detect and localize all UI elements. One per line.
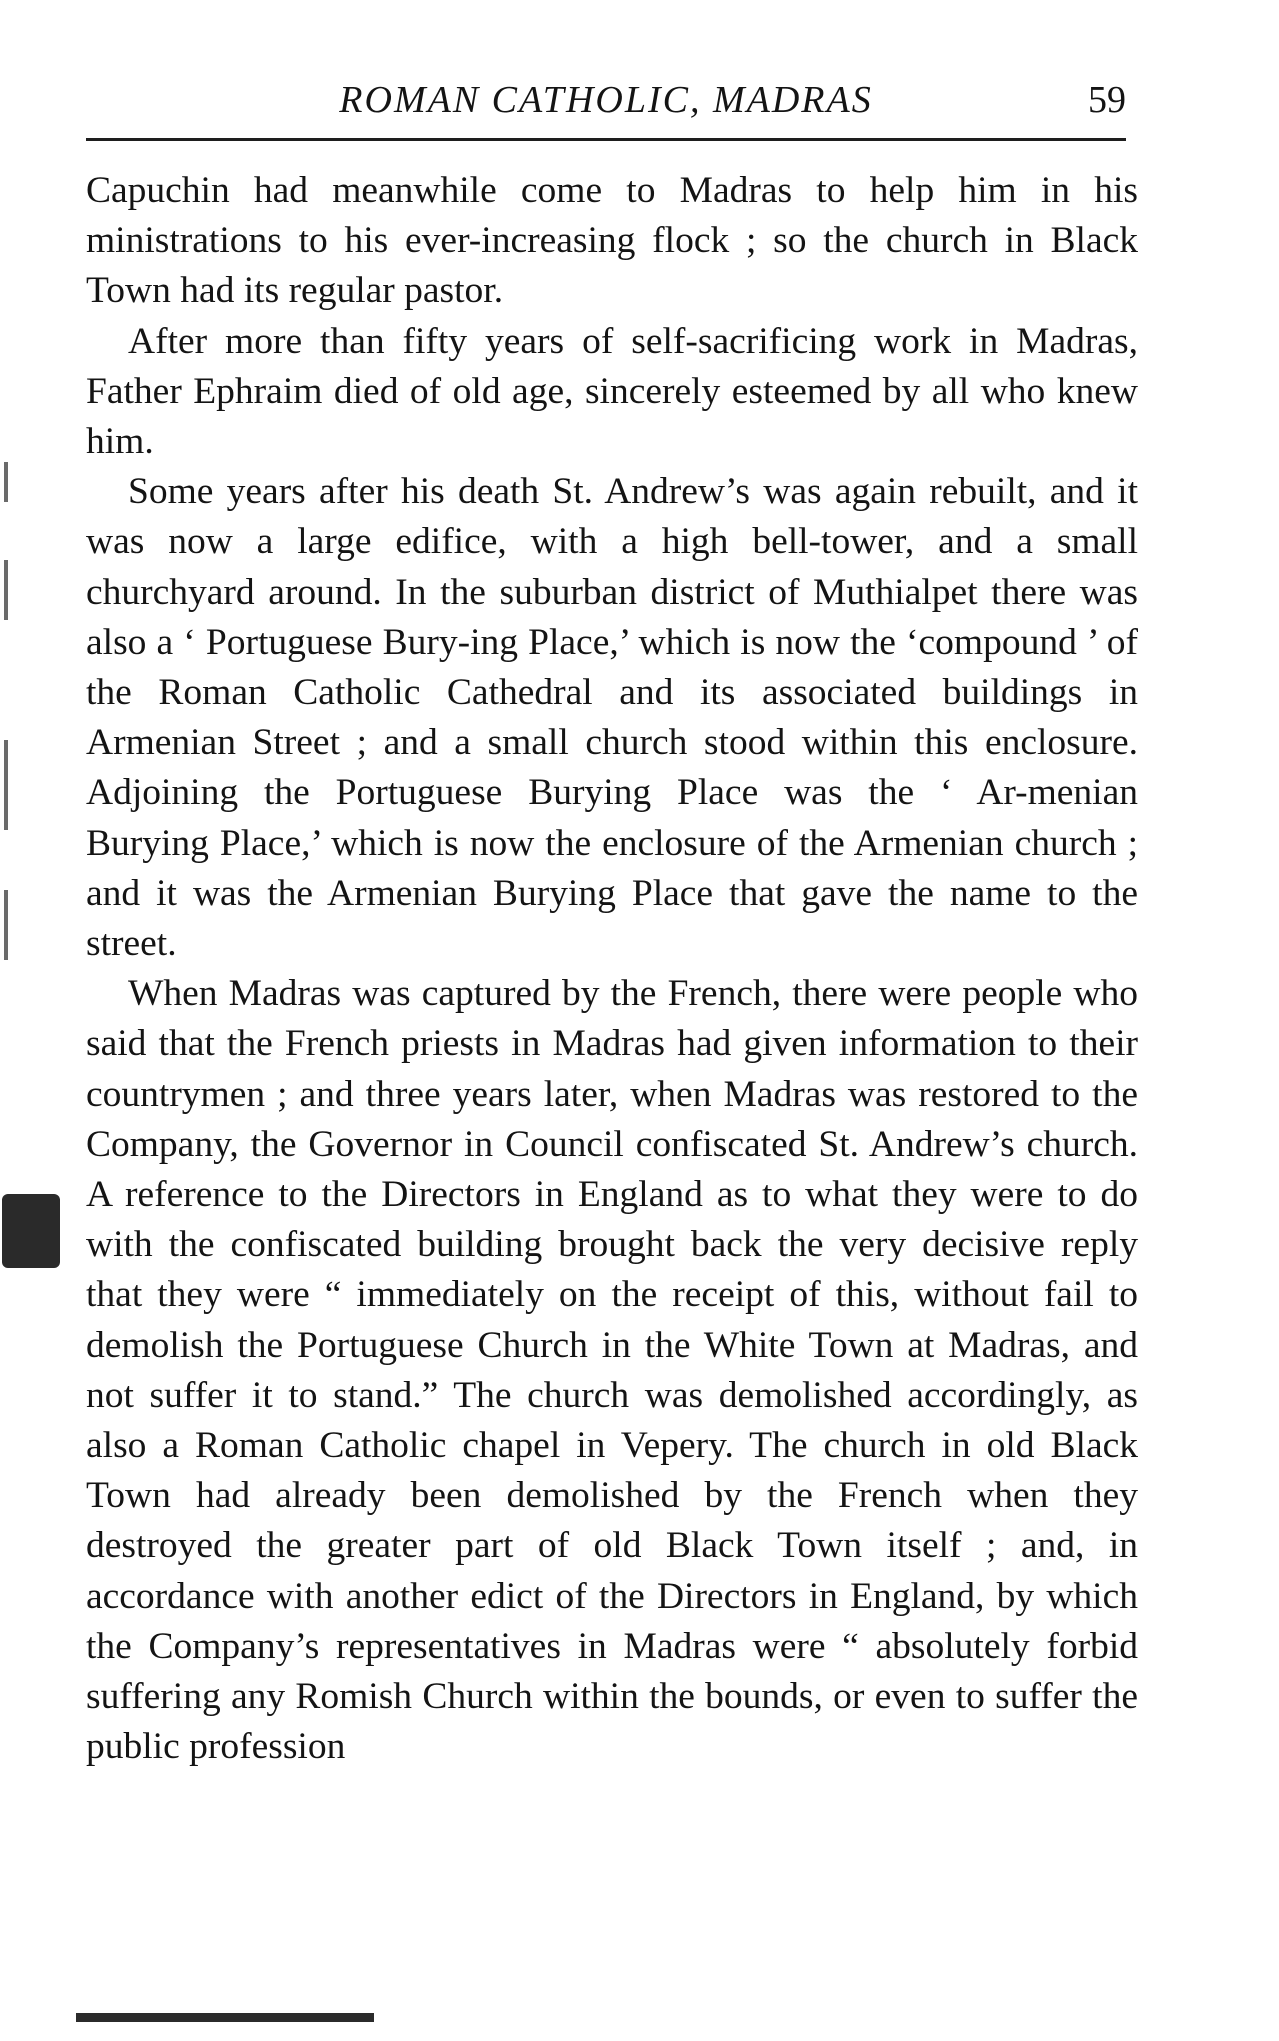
margin-scan-speck <box>4 890 8 960</box>
page-number: 59 <box>1088 79 1126 121</box>
margin-scan-speck <box>4 740 8 830</box>
running-title: ROMAN CATHOLIC, MADRAS <box>339 79 873 121</box>
margin-scan-speck <box>4 462 8 502</box>
body-text <box>86 166 1138 1773</box>
running-head <box>86 74 1126 126</box>
paragraph: After more than fifty years of self-sacrificing work in Madras, Father Ephraim died of old age, sincerely esteemed by all who knew him. <box>86 320 1138 463</box>
paragraph: Some years after his death St. Andrew’s was again rebuilt, and it was now a large edifice, with a high bell-tower, and a small churchyard around. In the suburban district of Muthialpet there was also a ‘ Portuguese Bury-ing Place,’ which is now the ‘compound ’ of the Roman Catholic Cathedral and its associated buildings in Armenian Street ; and a small church stood within this enclosure. Adjoining the Portuguese Burying Place was the ‘ Ar-menian Burying Place,’ which is now the enclosure of the Armenian church ; and it was the Armenian Burying Place that gave the name to the street. <box>86 471 1138 965</box>
margin-ink-blot <box>2 1194 60 1268</box>
paragraph-continued: Capuchin had meanwhile come to Madras to help him in his ministrations to his ever-increasing flock ; so the church in Black Town had its regular pastor. <box>86 170 1138 312</box>
header-rule <box>86 138 1126 141</box>
margin-scan-speck <box>4 560 8 620</box>
bottom-scan-bar <box>76 2013 374 2022</box>
paragraph: When Madras was captured by the French, there were people who said that the French priests in Madras had given information to their countrymen ; and three years later, when Madras was restored to the Company, the Governor in Council confiscated St. Andrew’s church. A reference to the Directors in England as to what they were to do with the confiscated building brought back the very decisive reply that they were “ immediately on the receipt of this, without fail to demolish the Portuguese Church in the White Town at Madras, and not suffer it to stand.” The church was demolished accordingly, as also a Roman Catholic chapel in Vepery. The church in old Black Town had already been demolished by the French when they destroyed the greater part of old Black Town itself ; and, in accordance with another edict of the Directors in England, by which the Company’s representatives in Madras were “ absolutely forbid suffering any Romish Church within the bounds, or even to suffer the public profession <box>86 973 1138 1768</box>
